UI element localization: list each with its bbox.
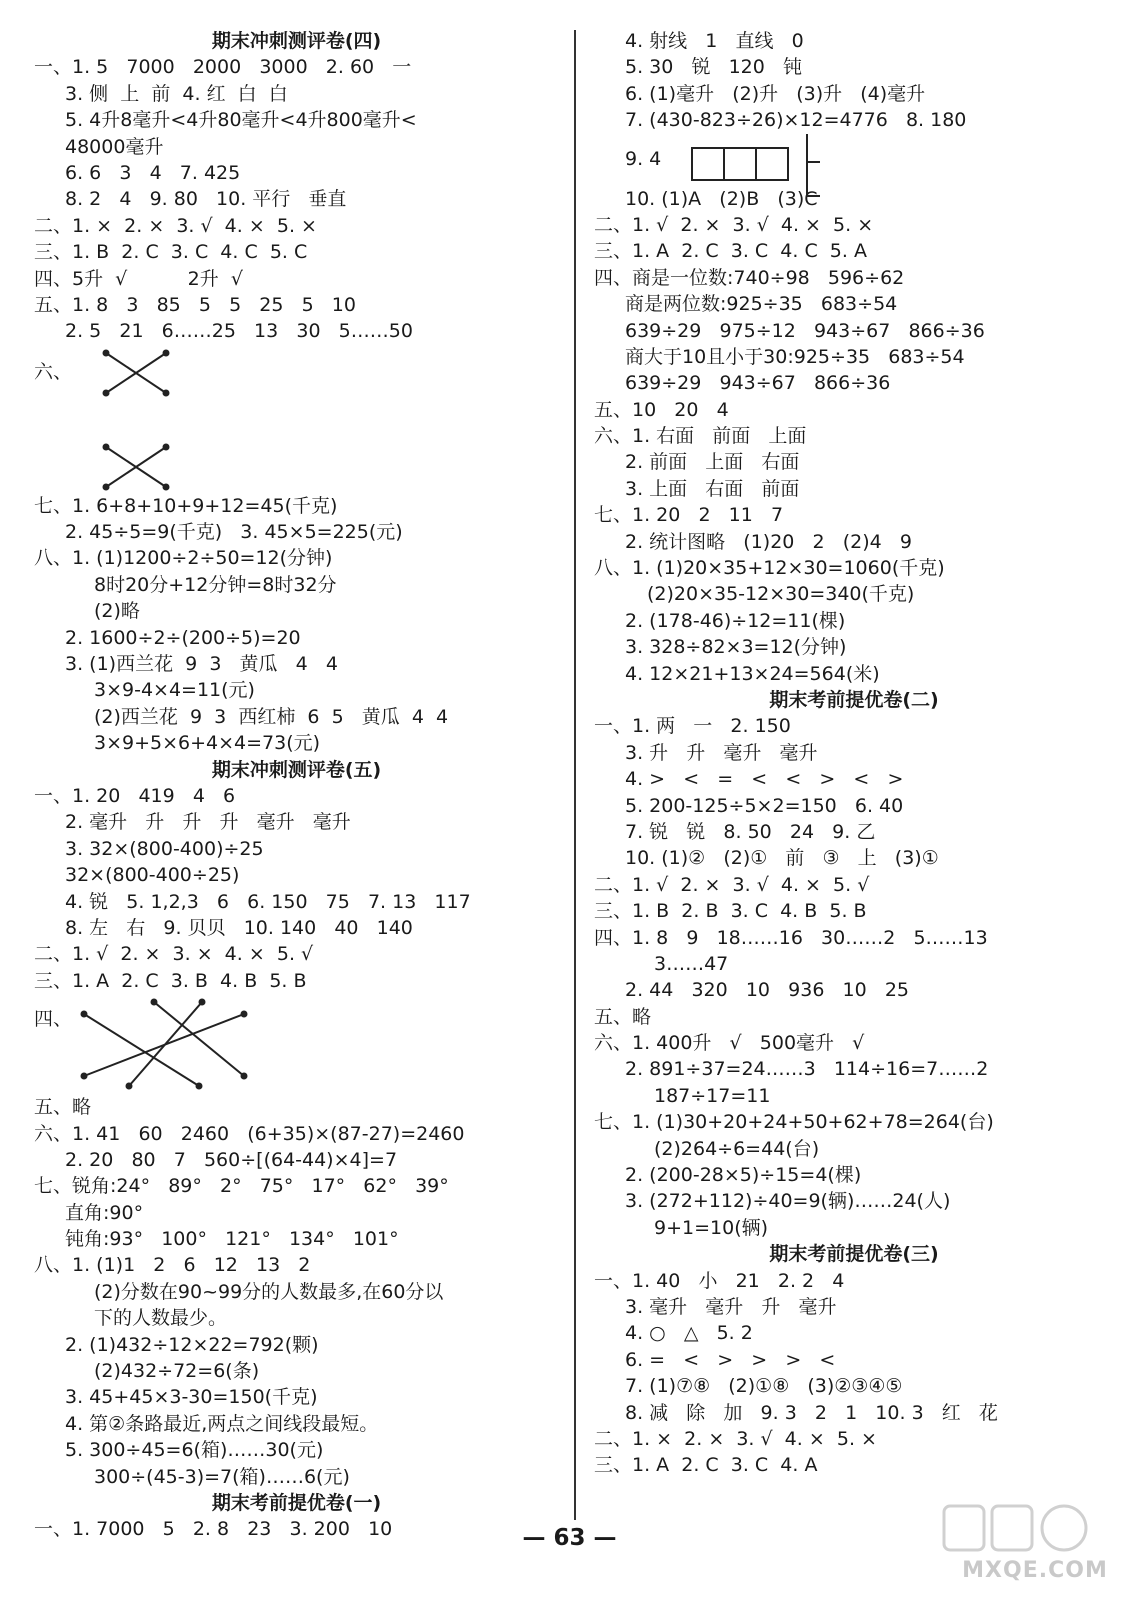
cross-lines-diagram (64, 345, 184, 399)
answer-line: 4. 12×21+13×24=564(米) (625, 662, 880, 685)
answer-line: 6. = < > > > < (625, 1348, 836, 1371)
answer-line: 下的人数最少。 (94, 1307, 228, 1330)
answer-line: 2. (200-28×5)÷15=4(棵) (625, 1164, 862, 1187)
answer-label: 六、 (34, 360, 73, 383)
answer-line: (2)264÷6=44(台) (654, 1137, 820, 1160)
answer-line: 直角:90° (65, 1201, 144, 1224)
answer-line: 8. 左 右 9. 贝贝 10. 140 40 140 (65, 916, 413, 939)
answer-line: 三、1. A 2. C 3. C 4. A (594, 1454, 818, 1477)
answer-line: 六、1. 右面 前面 上面 (594, 425, 807, 448)
answer-line: 五、10 20 4 (594, 398, 729, 421)
answer-label: 四、 (34, 1008, 73, 1031)
answer-line: 八、1. (1)20×35+12×30=1060(千克) (594, 557, 945, 580)
answer-line: 商大于10且小于30:925÷35 683÷54 (625, 345, 965, 368)
answer-line: (2)20×35-12×30=340(千克) (647, 583, 915, 606)
section-title: 期末冲刺测评卷(五) (211, 758, 382, 781)
square-views-diagram (690, 134, 820, 204)
answer-line: 32×(800-400÷25) (65, 864, 240, 887)
answer-line: 八、1. (1)1 2 6 12 13 2 (34, 1254, 311, 1277)
answer-line: 4. ○ △ 5. 2 (625, 1322, 753, 1345)
answer-line: 3. 侧 上 前 4. 红 白 白 (65, 82, 288, 105)
answer-line: 2. 20 80 7 560÷[(64-44)×4]=7 (65, 1148, 398, 1171)
star-lines-diagram (54, 994, 274, 1094)
answer-line: 3. 升 升 毫升 毫升 (625, 741, 818, 764)
answer-line: 8. 减 除 加 9. 3 2 1 10. 3 红 花 (625, 1401, 998, 1424)
section-title: 期末冲刺测评卷(四) (211, 30, 382, 52)
answer-line: 八、1. (1)1200÷2÷50=12(分钟) (34, 547, 333, 570)
answer-line: (2)432÷72=6(条) (94, 1360, 260, 1383)
answer-line: 3. (272+112)÷40=9(辆)……24(人) (625, 1190, 951, 1213)
answer-line: 300÷(45-3)=7(箱)……6(元) (94, 1465, 350, 1488)
answer-line: 3……47 (654, 952, 729, 975)
answer-line: 2. 891÷37=24……3 114÷16=7……2 (625, 1058, 989, 1081)
answer-line: 六、1. 400升 √ 500毫升 √ (594, 1032, 865, 1055)
answer-line: 7. (430-823÷26)×12=4776 8. 180 (625, 109, 967, 132)
watermark-logo (940, 1500, 1130, 1592)
answer-line: 5. 300÷45=6(箱)……30(元) (65, 1439, 324, 1462)
answer-line: 8时20分+12分钟=8时32分 (94, 573, 337, 596)
answer-line: 48000毫升 (65, 135, 164, 158)
answer-line: 四、1. 8 9 18……16 30……2 5……13 (594, 926, 988, 949)
answer-line: 5. 4升8毫升<4升80毫升<4升800毫升< (65, 109, 417, 132)
answer-line: 三、1. B 2. C 3. C 4. C 5. C (34, 241, 308, 264)
answer-line: 2. 前面 上面 右面 (625, 451, 800, 474)
answer-line: 三、1. B 2. B 3. C 4. B 5. B (594, 900, 867, 923)
answer-line: 二、1. × 2. × 3. √ 4. × 5. × (34, 214, 317, 237)
section-title: 期末考前提优卷(二) (769, 688, 939, 711)
watermark-text: MXQE.COM (962, 1558, 1108, 1583)
section-title: 期末考前提优卷(一) (211, 1491, 382, 1514)
answer-line: 五、略 (594, 1005, 652, 1028)
answer-line: 一、1. 20 419 4 6 (34, 784, 236, 807)
watermark-badge-icon (940, 1500, 1130, 1560)
answer-line: 2. (178-46)÷12=11(棵) (625, 609, 846, 632)
answer-line: 三、1. A 2. C 3. C 4. C 5. A (594, 240, 867, 263)
answer-line: 7. 锐 锐 8. 50 24 9. 乙 (625, 820, 876, 843)
answer-line: 四、5升 √ 2升 √ (34, 267, 243, 290)
answer-line: 七、1. 20 2 11 7 (594, 504, 784, 527)
answer-line: 3. 32×(800-400)÷25 (65, 837, 264, 860)
answer-line: 3×9-4×4=11(元) (94, 679, 255, 702)
answer-line: 10. (1)A (2)B (3)C (625, 187, 818, 210)
answer-line: 商是两位数:925÷35 683÷54 (625, 293, 898, 316)
answer-line: 一、1. 40 小 21 2. 2 4 (594, 1269, 845, 1292)
answer-line: 8. 2 4 9. 80 10. 平行 垂直 (65, 188, 347, 211)
answer-line: 四、商是一位数:740÷98 596÷62 (594, 266, 905, 289)
answer-line: 五、略 (34, 1096, 92, 1119)
answer-line: 5. 30 锐 120 钝 (625, 56, 802, 79)
answer-line: (2)略 (94, 600, 140, 623)
answer-line: 4. 第②条路最近,两点之间线段最短。 (65, 1412, 379, 1435)
answer-line: 二、1. √ 2. × 3. √ 4. × 5. √ (594, 873, 870, 896)
answer-line: 2. 1600÷2÷(200÷5)=20 (65, 626, 301, 649)
answer-line: 七、1. (1)30+20+24+50+62+78=264(台) (594, 1111, 994, 1134)
page-number: — 63 — (522, 1525, 617, 1551)
answer-line: (2)西兰花 9 3 西红柿 6 5 黄瓜 4 4 (94, 705, 449, 728)
answer-line: 钝角:93° 100° 121° 134° 101° (65, 1228, 399, 1251)
answer-line: 3. 45+45×3-30=150(千克) (65, 1386, 318, 1409)
answer-line: 10. (1)② (2)① 前 ③ 上 (3)① (625, 847, 939, 870)
answer-line: 2. 5 21 6……25 13 30 5……50 (65, 320, 413, 343)
answer-line: 二、1. √ 2. × 3. × 4. × 5. √ (34, 943, 314, 966)
left-column (34, 28, 559, 1543)
answer-line: 七、锐角:24° 89° 2° 75° 17° 62° 39° (34, 1175, 449, 1198)
matching-diagram (34, 994, 559, 1094)
answer-line: 187÷17=11 (654, 1084, 771, 1107)
answer-line: 二、1. × 2. × 3. √ 4. × 5. × (594, 1427, 877, 1450)
answer-line: 三、1. A 2. C 3. B 4. B 5. B (34, 969, 307, 992)
section-title: 期末考前提优卷(三) (769, 1243, 939, 1266)
answer-line: 一、1. 两 一 2. 150 (594, 715, 791, 738)
answer-line: 6. (1)毫升 (2)升 (3)升 (4)毫升 (625, 82, 926, 105)
answer-line: 6. 6 3 4 7. 425 (65, 161, 241, 184)
answer-line: 2. 45÷5=9(千克) 3. 45×5=225(元) (65, 521, 403, 544)
answer-line: 二、1. √ 2. × 3. √ 4. × 5. × (594, 213, 874, 236)
answer-line: 4. 锐 5. 1,2,3 6 6. 150 75 7. 13 117 (65, 890, 471, 913)
right-column (594, 28, 1114, 1479)
answer-line: 一、1. 7000 5 2. 8 23 3. 200 10 (34, 1518, 393, 1541)
matching-diagram (34, 439, 559, 493)
answer-line: 2. (1)432÷12×22=792(颗) (65, 1333, 319, 1356)
answer-label: 9. 4 (625, 147, 662, 170)
answer-line: 4. > < = < < > < > (625, 768, 904, 791)
answer-line: 3. 毫升 毫升 升 毫升 (625, 1295, 837, 1318)
answer-line: 7. (1)⑦⑧ (2)①⑧ (3)②③④⑤ (625, 1375, 903, 1398)
answer-line: 一、1. 5 7000 2000 3000 2. 60 一 (34, 56, 412, 79)
column-divider (574, 30, 576, 1520)
answer-line: 5. 200-125÷5×2=150 6. 40 (625, 794, 904, 817)
answer-line: 3. 上面 右面 前面 (625, 477, 800, 500)
matching-diagram (34, 345, 559, 399)
answer-line: 六、1. 41 60 2460 (6+35)×(87-27)=2460 (34, 1122, 465, 1145)
answer-line: 2. 统计图略 (1)20 2 (2)4 9 (625, 530, 912, 553)
answer-line: 2. 44 320 10 936 10 25 (625, 979, 909, 1002)
answer-line: 639÷29 975÷12 943÷67 866÷36 (625, 319, 985, 342)
answer-line: 4. 射线 1 直线 0 (625, 30, 804, 52)
answer-line: (2)分数在90~99分的人数最多,在60分以 (94, 1280, 444, 1303)
answer-line: 639÷29 943÷67 866÷36 (625, 372, 891, 395)
answer-line: 2. 毫升 升 升 升 毫升 毫升 (65, 811, 351, 834)
answer-line: 七、1. 6+8+10+9+12=45(千克) (34, 494, 338, 517)
answer-line: 五、1. 8 3 85 5 5 25 5 10 (34, 293, 356, 316)
cube-view-answer (594, 134, 1114, 186)
answer-line: 3. 328÷82×3=12(分钟) (625, 636, 847, 659)
answer-line: 9+1=10(辆) (654, 1216, 769, 1239)
answer-line: 3. (1)西兰花 9 3 黄瓜 4 4 (65, 653, 338, 676)
answer-line: 3×9+5×6+4×4=73(元) (94, 732, 321, 755)
cross-lines-diagram (64, 439, 184, 493)
